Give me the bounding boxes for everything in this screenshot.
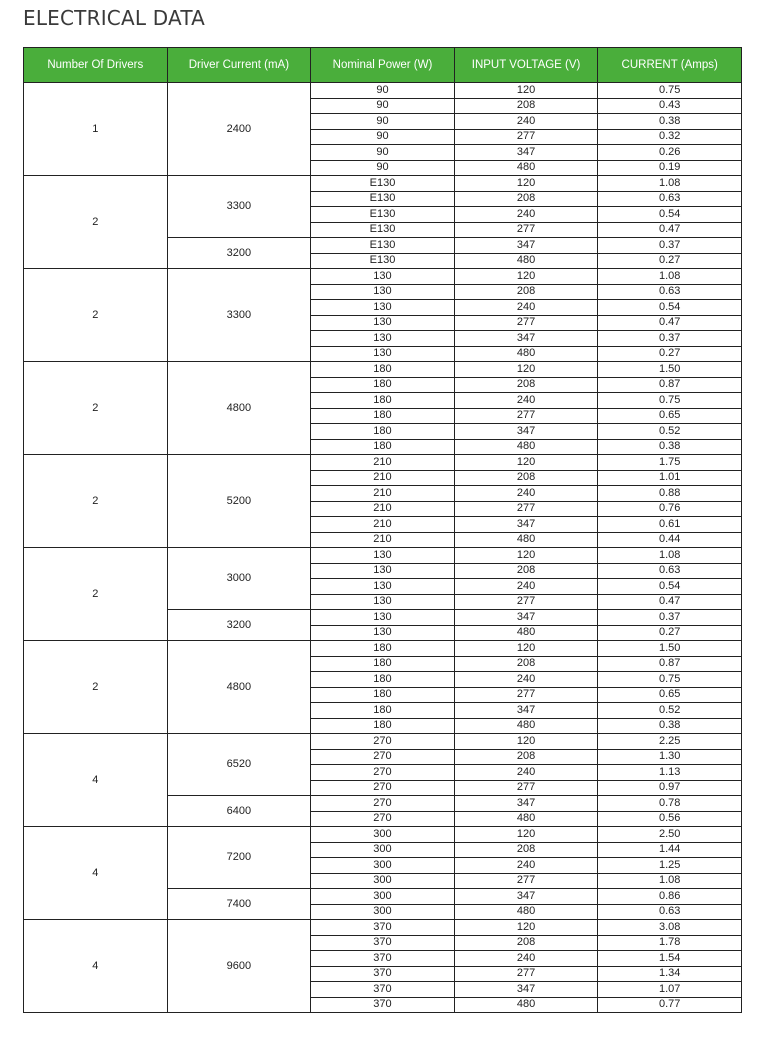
current-amps-cell: 0.63 <box>598 284 742 300</box>
current-amps-cell: 0.43 <box>598 98 742 114</box>
table-row <box>24 641 742 657</box>
input-voltage-cell: 240 <box>454 486 598 502</box>
nominal-power-cell: 210 <box>311 455 455 471</box>
nominal-power-cell: E130 <box>311 253 455 269</box>
current-amps-cell: 0.47 <box>598 594 742 610</box>
current-amps-cell: 0.37 <box>598 331 742 347</box>
input-voltage-cell: 480 <box>454 997 598 1013</box>
input-voltage-cell: 240 <box>454 300 598 316</box>
current-amps-cell: 0.27 <box>598 253 742 269</box>
current-amps-cell: 0.27 <box>598 346 742 362</box>
input-voltage-cell: 240 <box>454 672 598 688</box>
current-amps-cell: 0.88 <box>598 486 742 502</box>
input-voltage-cell: 208 <box>454 377 598 393</box>
current-amps-cell: 0.44 <box>598 532 742 548</box>
current-amps-cell: 0.19 <box>598 160 742 176</box>
table-body <box>24 83 742 1013</box>
input-voltage-cell: 240 <box>454 207 598 223</box>
nominal-power-cell: 130 <box>311 563 455 579</box>
input-voltage-cell: 347 <box>454 982 598 998</box>
input-voltage-cell: 120 <box>454 920 598 936</box>
nominal-power-cell: E130 <box>311 207 455 223</box>
nominal-power-cell: 180 <box>311 718 455 734</box>
current-amps-cell: 0.27 <box>598 625 742 641</box>
current-amps-cell: 1.08 <box>598 176 742 192</box>
input-voltage-cell: 240 <box>454 858 598 874</box>
current-amps-cell: 1.13 <box>598 765 742 781</box>
current-amps-cell: 0.63 <box>598 904 742 920</box>
nominal-power-cell: 270 <box>311 734 455 750</box>
current-amps-cell: 0.78 <box>598 796 742 812</box>
nominal-power-cell: 370 <box>311 966 455 982</box>
current-amps-cell: 2.50 <box>598 827 742 843</box>
nominal-power-cell: 270 <box>311 780 455 796</box>
nominal-power-cell: 300 <box>311 873 455 889</box>
input-voltage-cell: 240 <box>454 765 598 781</box>
nominal-power-cell: 130 <box>311 300 455 316</box>
input-voltage-cell: 208 <box>454 470 598 486</box>
current-amps-cell: 0.75 <box>598 672 742 688</box>
current-amps-cell: 1.08 <box>598 548 742 564</box>
input-voltage-cell: 208 <box>454 563 598 579</box>
header-number-of-drivers: Number Of Drivers <box>24 48 168 83</box>
nominal-power-cell: 130 <box>311 331 455 347</box>
nominal-power-cell: 180 <box>311 439 455 455</box>
driver-current-cell: 4800 <box>167 362 311 455</box>
number-of-drivers-cell: 2 <box>24 548 168 641</box>
input-voltage-cell: 120 <box>454 83 598 99</box>
driver-current-cell: 4800 <box>167 641 311 734</box>
input-voltage-cell: 480 <box>454 811 598 827</box>
nominal-power-cell: 300 <box>311 842 455 858</box>
current-amps-cell: 1.08 <box>598 873 742 889</box>
table-header-row <box>24 48 742 83</box>
input-voltage-cell: 480 <box>454 439 598 455</box>
header-driver-current: Driver Current (mA) <box>167 48 311 83</box>
nominal-power-cell: 130 <box>311 346 455 362</box>
current-amps-cell: 1.30 <box>598 749 742 765</box>
nominal-power-cell: 270 <box>311 811 455 827</box>
nominal-power-cell: E130 <box>311 222 455 238</box>
current-amps-cell: 0.38 <box>598 114 742 130</box>
current-amps-cell: 0.75 <box>598 83 742 99</box>
number-of-drivers-cell: 2 <box>24 641 168 734</box>
input-voltage-cell: 240 <box>454 579 598 595</box>
current-amps-cell: 0.63 <box>598 191 742 207</box>
driver-current-cell: 3200 <box>167 610 311 641</box>
driver-current-cell: 3300 <box>167 176 311 238</box>
current-amps-cell: 0.65 <box>598 408 742 424</box>
input-voltage-cell: 120 <box>454 269 598 285</box>
nominal-power-cell: 90 <box>311 129 455 145</box>
number-of-drivers-cell: 1 <box>24 83 168 176</box>
driver-current-cell: 3000 <box>167 548 311 610</box>
input-voltage-cell: 120 <box>454 176 598 192</box>
current-amps-cell: 0.47 <box>598 315 742 331</box>
input-voltage-cell: 240 <box>454 114 598 130</box>
current-amps-cell: 0.54 <box>598 579 742 595</box>
nominal-power-cell: 130 <box>311 315 455 331</box>
nominal-power-cell: 210 <box>311 486 455 502</box>
nominal-power-cell: E130 <box>311 176 455 192</box>
nominal-power-cell: 180 <box>311 656 455 672</box>
current-amps-cell: 0.87 <box>598 377 742 393</box>
current-amps-cell: 0.47 <box>598 222 742 238</box>
current-amps-cell: 1.34 <box>598 966 742 982</box>
nominal-power-cell: 130 <box>311 269 455 285</box>
input-voltage-cell: 480 <box>454 625 598 641</box>
nominal-power-cell: 180 <box>311 393 455 409</box>
input-voltage-cell: 120 <box>454 548 598 564</box>
nominal-power-cell: E130 <box>311 238 455 254</box>
nominal-power-cell: 270 <box>311 796 455 812</box>
number-of-drivers-cell: 4 <box>24 827 168 920</box>
input-voltage-cell: 347 <box>454 610 598 626</box>
input-voltage-cell: 208 <box>454 191 598 207</box>
input-voltage-cell: 208 <box>454 749 598 765</box>
input-voltage-cell: 277 <box>454 873 598 889</box>
nominal-power-cell: 300 <box>311 904 455 920</box>
driver-current-cell: 7400 <box>167 889 311 920</box>
driver-current-cell: 3300 <box>167 269 311 362</box>
current-amps-cell: 1.50 <box>598 641 742 657</box>
nominal-power-cell: 180 <box>311 672 455 688</box>
nominal-power-cell: 90 <box>311 98 455 114</box>
nominal-power-cell: E130 <box>311 191 455 207</box>
current-amps-cell: 0.37 <box>598 238 742 254</box>
current-amps-cell: 0.63 <box>598 563 742 579</box>
number-of-drivers-cell: 2 <box>24 362 168 455</box>
nominal-power-cell: 300 <box>311 889 455 905</box>
nominal-power-cell: 180 <box>311 641 455 657</box>
current-amps-cell: 0.76 <box>598 501 742 517</box>
nominal-power-cell: 300 <box>311 858 455 874</box>
current-amps-cell: 1.07 <box>598 982 742 998</box>
driver-current-cell: 9600 <box>167 920 311 1013</box>
current-amps-cell: 1.78 <box>598 935 742 951</box>
header-nominal-power: Nominal Power (W) <box>311 48 455 83</box>
table-row <box>24 269 742 285</box>
input-voltage-cell: 208 <box>454 284 598 300</box>
nominal-power-cell: 180 <box>311 377 455 393</box>
current-amps-cell: 0.77 <box>598 997 742 1013</box>
input-voltage-cell: 347 <box>454 517 598 533</box>
input-voltage-cell: 277 <box>454 594 598 610</box>
nominal-power-cell: 370 <box>311 935 455 951</box>
nominal-power-cell: 130 <box>311 625 455 641</box>
nominal-power-cell: 130 <box>311 579 455 595</box>
current-amps-cell: 1.01 <box>598 470 742 486</box>
input-voltage-cell: 277 <box>454 129 598 145</box>
nominal-power-cell: 370 <box>311 951 455 967</box>
current-amps-cell: 0.26 <box>598 145 742 161</box>
nominal-power-cell: 90 <box>311 160 455 176</box>
input-voltage-cell: 208 <box>454 98 598 114</box>
input-voltage-cell: 480 <box>454 532 598 548</box>
number-of-drivers-cell: 2 <box>24 455 168 548</box>
nominal-power-cell: 370 <box>311 997 455 1013</box>
nominal-power-cell: 270 <box>311 749 455 765</box>
current-amps-cell: 1.50 <box>598 362 742 378</box>
driver-current-cell: 6520 <box>167 734 311 796</box>
input-voltage-cell: 347 <box>454 796 598 812</box>
input-voltage-cell: 277 <box>454 501 598 517</box>
page-title: ELECTRICAL DATA <box>23 6 206 30</box>
current-amps-cell: 0.38 <box>598 439 742 455</box>
nominal-power-cell: 90 <box>311 114 455 130</box>
input-voltage-cell: 240 <box>454 951 598 967</box>
input-voltage-cell: 480 <box>454 718 598 734</box>
current-amps-cell: 0.87 <box>598 656 742 672</box>
nominal-power-cell: 90 <box>311 145 455 161</box>
current-amps-cell: 1.54 <box>598 951 742 967</box>
number-of-drivers-cell: 4 <box>24 734 168 827</box>
input-voltage-cell: 120 <box>454 827 598 843</box>
input-voltage-cell: 347 <box>454 703 598 719</box>
table-row <box>24 548 742 564</box>
input-voltage-cell: 277 <box>454 687 598 703</box>
nominal-power-cell: 210 <box>311 532 455 548</box>
current-amps-cell: 0.32 <box>598 129 742 145</box>
input-voltage-cell: 277 <box>454 222 598 238</box>
input-voltage-cell: 277 <box>454 780 598 796</box>
input-voltage-cell: 480 <box>454 253 598 269</box>
header-current-amps: CURRENT (Amps) <box>598 48 742 83</box>
input-voltage-cell: 480 <box>454 160 598 176</box>
input-voltage-cell: 277 <box>454 315 598 331</box>
input-voltage-cell: 277 <box>454 966 598 982</box>
current-amps-cell: 0.97 <box>598 780 742 796</box>
current-amps-cell: 0.86 <box>598 889 742 905</box>
current-amps-cell: 0.37 <box>598 610 742 626</box>
nominal-power-cell: 180 <box>311 424 455 440</box>
nominal-power-cell: 130 <box>311 284 455 300</box>
nominal-power-cell: 180 <box>311 687 455 703</box>
table-row <box>24 920 742 936</box>
current-amps-cell: 0.65 <box>598 687 742 703</box>
current-amps-cell: 0.52 <box>598 424 742 440</box>
table-row <box>24 827 742 843</box>
current-amps-cell: 1.25 <box>598 858 742 874</box>
nominal-power-cell: 130 <box>311 594 455 610</box>
input-voltage-cell: 120 <box>454 734 598 750</box>
current-amps-cell: 1.44 <box>598 842 742 858</box>
nominal-power-cell: 210 <box>311 470 455 486</box>
table-row <box>24 176 742 192</box>
input-voltage-cell: 480 <box>454 346 598 362</box>
driver-current-cell: 5200 <box>167 455 311 548</box>
input-voltage-cell: 347 <box>454 238 598 254</box>
current-amps-cell: 0.54 <box>598 207 742 223</box>
current-amps-cell: 2.25 <box>598 734 742 750</box>
input-voltage-cell: 208 <box>454 656 598 672</box>
nominal-power-cell: 130 <box>311 610 455 626</box>
current-amps-cell: 3.08 <box>598 920 742 936</box>
current-amps-cell: 0.52 <box>598 703 742 719</box>
input-voltage-cell: 208 <box>454 935 598 951</box>
nominal-power-cell: 370 <box>311 982 455 998</box>
nominal-power-cell: 210 <box>311 501 455 517</box>
input-voltage-cell: 240 <box>454 393 598 409</box>
nominal-power-cell: 180 <box>311 362 455 378</box>
current-amps-cell: 0.54 <box>598 300 742 316</box>
table-row <box>24 734 742 750</box>
input-voltage-cell: 347 <box>454 424 598 440</box>
input-voltage-cell: 208 <box>454 842 598 858</box>
driver-current-cell: 2400 <box>167 83 311 176</box>
driver-current-cell: 7200 <box>167 827 311 889</box>
input-voltage-cell: 347 <box>454 145 598 161</box>
current-amps-cell: 0.38 <box>598 718 742 734</box>
nominal-power-cell: 300 <box>311 827 455 843</box>
current-amps-cell: 0.75 <box>598 393 742 409</box>
table-row <box>24 455 742 471</box>
input-voltage-cell: 120 <box>454 641 598 657</box>
current-amps-cell: 0.56 <box>598 811 742 827</box>
nominal-power-cell: 210 <box>311 517 455 533</box>
table-row <box>24 83 742 99</box>
current-amps-cell: 1.75 <box>598 455 742 471</box>
input-voltage-cell: 347 <box>454 889 598 905</box>
nominal-power-cell: 270 <box>311 765 455 781</box>
input-voltage-cell: 480 <box>454 904 598 920</box>
table-row <box>24 362 742 378</box>
nominal-power-cell: 90 <box>311 83 455 99</box>
electrical-data-table <box>23 47 742 1013</box>
nominal-power-cell: 130 <box>311 548 455 564</box>
input-voltage-cell: 277 <box>454 408 598 424</box>
input-voltage-cell: 120 <box>454 362 598 378</box>
nominal-power-cell: 370 <box>311 920 455 936</box>
driver-current-cell: 3200 <box>167 238 311 269</box>
input-voltage-cell: 347 <box>454 331 598 347</box>
number-of-drivers-cell: 2 <box>24 269 168 362</box>
current-amps-cell: 0.61 <box>598 517 742 533</box>
current-amps-cell: 1.08 <box>598 269 742 285</box>
nominal-power-cell: 180 <box>311 408 455 424</box>
driver-current-cell: 6400 <box>167 796 311 827</box>
number-of-drivers-cell: 4 <box>24 920 168 1013</box>
nominal-power-cell: 180 <box>311 703 455 719</box>
header-input-voltage: INPUT VOLTAGE (V) <box>454 48 598 83</box>
number-of-drivers-cell: 2 <box>24 176 168 269</box>
input-voltage-cell: 120 <box>454 455 598 471</box>
